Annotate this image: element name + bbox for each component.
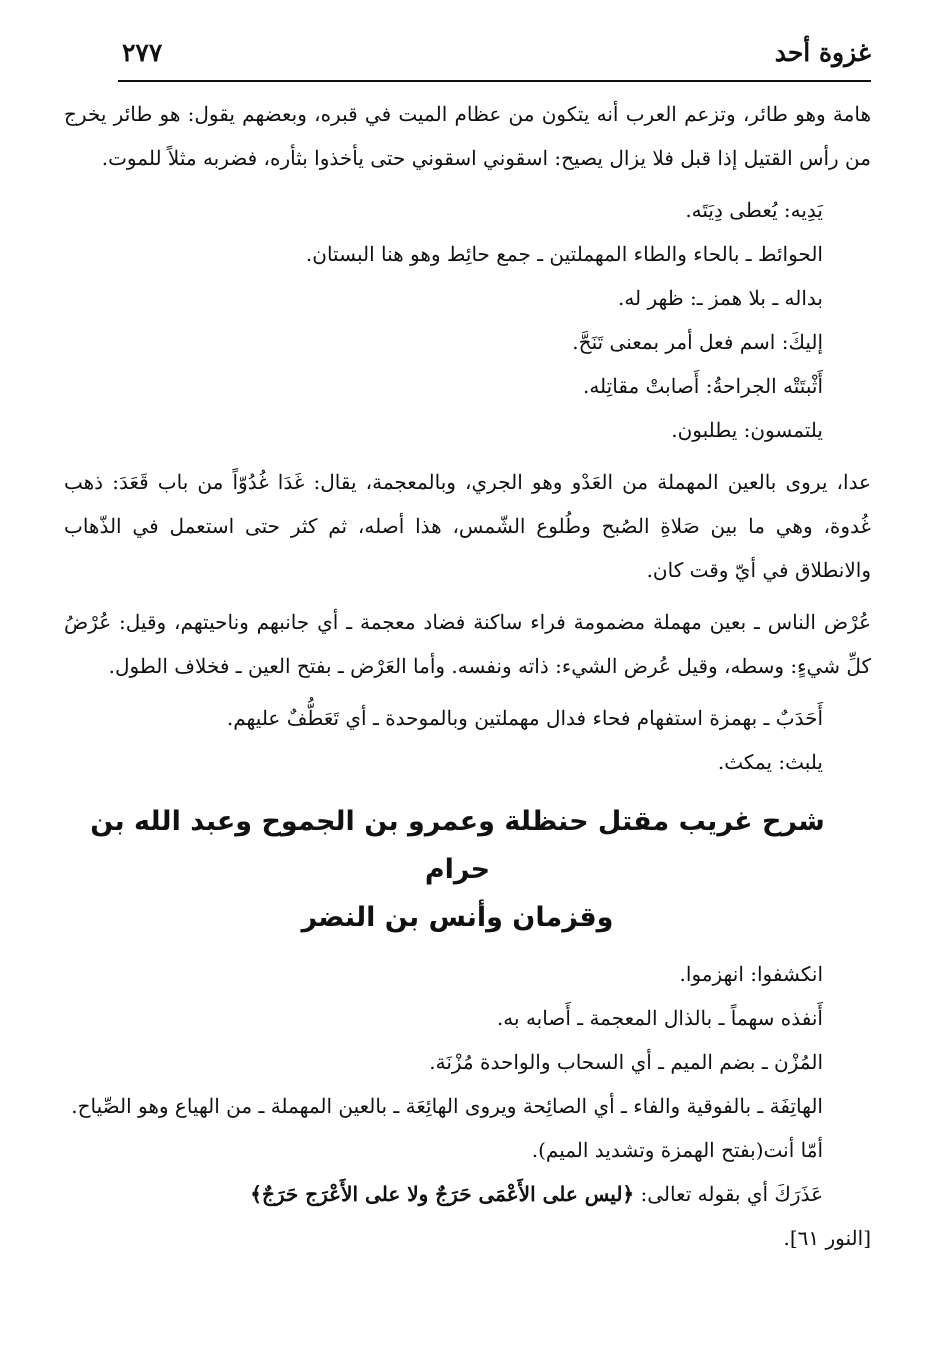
gloss-ahadab: أَحَدَبٌ ـ بهمزة استفهام فحاء فدال مهملتين وبالموحدة ـ أي تَعَطُّفٌ عليهم.	[226, 706, 823, 730]
gloss-muzn: المُزْن ـ بضم الميم ـ أي السحاب والواحدة مُزْنَة.	[429, 1050, 823, 1074]
gloss-yadih: يَدِيه: يُعطى دِيَتَه.	[685, 198, 823, 222]
paragraph-ada: عدا، يروى بالعين المهملة من العَدْو وهو الجري، وبالمعجمة، يقال: غَدَا غُدُوّاً من باب قَعَدَ: ذهب غُدوة، وهي ما بين صَلاةِ الصُبح وطُلوع الشّمس، هذا أصله، ثم كثر حتى استعمل في الذّهاب والانطلاق في أيّ وقت كان.	[64, 470, 871, 582]
gloss-hawait: الحوائط ـ بالحاء والطاء المهملتين ـ جمع حائِط وهو هنا البستان.	[305, 242, 823, 266]
gloss-adhrak	[64, 1172, 871, 1216]
section-heading-line1: شرح غريب مقتل حنظلة وعمرو بن الجموح وعبد الله بن حرام	[90, 806, 825, 885]
page-number: ٢٧٧	[122, 38, 163, 67]
section-heading	[64, 798, 871, 942]
gloss-ilayka: إليكَ: اسم فعل أمر بمعنى تَنَحَّ.	[572, 330, 823, 354]
gloss-badalah: بداله ـ بلا همز ـ: ظهر له.	[617, 286, 823, 310]
paragraph-hatifa: الهاتِفَة ـ بالفوقية والفاء ـ أي الصائِحة ويروى الهائِعَة ـ بالعين المهملة ـ من الهياع وهو الصِّياح.	[71, 1094, 823, 1118]
section-heading-line2: وقزمان وأنس بن النضر	[301, 902, 614, 933]
paragraph-hama: هامة وهو طائر، وتزعم العرب أنه يتكون من عظام الميت في قبره، وبعضهم يقول: هو طائر يخرج من رأس القتيل إذا قبل فلا يزال يصيح: اسقوني اسقوني حتى يأخذوا بثأره، فضربه مثلاً للموت.	[64, 102, 871, 170]
paragraph-urd: عُرْض الناس ـ بعين مهملة مضمومة فراء ساكنة فضاد معجمة ـ أي جانبهم وناحيتهم، وقيل: عُرْضُ كلِّ شيءٍ: وسطه، وقيل عُرض الشيء: ذاته ونفسه. وأما العَرْض ـ بفتح العين ـ فخلاف الطول.	[64, 610, 871, 678]
gloss-anfadhahu: أَنفذه سهماً ـ بالذال المعجمة ـ أَصابه به.	[496, 1006, 823, 1030]
gloss-inkashafu: انكشفوا: انهزموا.	[679, 962, 823, 986]
quran-verse: ﴿ليس على الأَعْمَى حَرَجٌ ولا على الأَعْرَج حَرَجٌ﴾	[250, 1182, 635, 1206]
gloss-athbatat: أَثْبتَتْه الجراحةُ: أَصابتْ مقاتِله.	[582, 374, 823, 398]
adhrak-prefix: عَذَرَكَ أي بقوله تعالى:	[634, 1182, 823, 1206]
gloss-yalbath: يلبث: يمكث.	[717, 750, 823, 774]
gloss-yaltamisun: يلتمسون: يطلبون.	[671, 418, 823, 442]
running-title: غزوة أحد	[774, 38, 871, 67]
page-body	[64, 92, 871, 1260]
gloss-amma-anta: أمّا أنت(بفتح الهمزة وتشديد الميم).	[531, 1138, 823, 1162]
sura-reference: [النور ٦١].	[783, 1226, 871, 1250]
page-header	[118, 30, 871, 82]
